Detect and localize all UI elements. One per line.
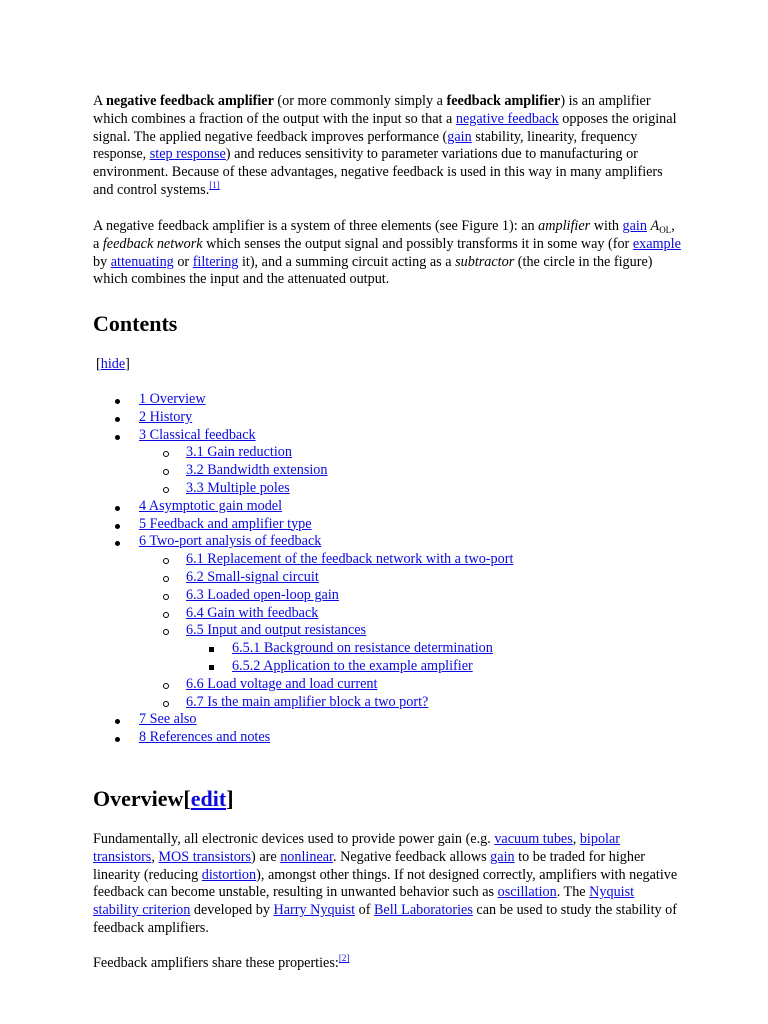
toc-bullet <box>115 719 120 724</box>
toc-item <box>232 658 473 676</box>
text: , <box>572 831 580 847</box>
toc-item <box>186 569 319 587</box>
reference-1-link[interactable]: [1] <box>209 179 220 190</box>
overview-heading <box>93 786 234 812</box>
toc-item <box>186 676 377 694</box>
toc-bullet <box>163 576 169 582</box>
properties-intro <box>93 955 683 973</box>
bracket: [ <box>96 356 101 372</box>
toc-item <box>139 711 197 729</box>
toc-link[interactable]: 1 Overview <box>139 391 206 407</box>
link-step-response[interactable]: step response <box>149 146 226 163</box>
toc-link[interactable]: 2 History <box>139 408 193 425</box>
toc-item <box>139 427 256 445</box>
toc-item <box>186 551 513 569</box>
text: Fundamentally, all electronic devices used to provide power gain (e.g. <box>93 831 495 847</box>
toc-bullet <box>163 451 169 457</box>
toc-item <box>186 622 366 640</box>
link-nonlinear[interactable]: nonlinear <box>280 848 333 865</box>
toc-bullet <box>209 665 214 670</box>
hide-toc-link[interactable]: hide <box>100 356 126 372</box>
text: or <box>173 253 193 270</box>
link-bell-laboratories[interactable]: Bell Laboratories <box>373 902 473 919</box>
text: of <box>355 902 374 919</box>
toc-item <box>186 480 290 498</box>
toc-bullet <box>163 558 169 564</box>
toc-bullet <box>163 487 169 493</box>
toc-item <box>139 516 312 534</box>
link-harry-nyquist[interactable]: Harry Nyquist <box>273 902 356 919</box>
bracket: ] <box>226 786 234 811</box>
toc-item <box>139 498 282 516</box>
toc-bullet <box>115 506 120 511</box>
text: ) and reduces sensitivity to parameter variations due to manufacturing or environment. Because of these advantages, negative feedback is used in this way in many amplifiers and control systems. <box>93 146 663 198</box>
toc-link[interactable]: 6.4 Gain with feedback <box>186 604 319 621</box>
toc-bullet <box>163 612 169 618</box>
text: opposes the original signal. The applied negative feedback improves performance ( <box>93 110 677 145</box>
toc-bullet <box>115 399 120 404</box>
text: to be traded for higher linearity (reducing <box>93 848 646 883</box>
section-title: Overview <box>93 786 184 811</box>
reference-2-link[interactable]: [2] <box>338 953 350 963</box>
toc-link[interactable]: 6.7 Is the main amplifier block a two port? <box>186 693 429 710</box>
toc-link[interactable]: 3.3 Multiple poles <box>186 480 290 496</box>
toc-link[interactable]: 7 See also <box>139 711 197 728</box>
link-negative-feedback[interactable]: negative feedback <box>455 110 559 127</box>
toc-item <box>186 444 292 462</box>
toc-link[interactable]: 3.1 Gain reduction <box>186 444 292 461</box>
link-attenuating[interactable]: attenuating <box>110 253 174 270</box>
toc-bullet <box>163 683 169 689</box>
toc-link[interactable]: 4 Asymptotic gain model <box>139 497 283 514</box>
toc-link[interactable]: 6.2 Small-signal circuit <box>186 569 319 585</box>
text: A <box>93 93 107 109</box>
text: A negative feedback amplifier is a system of three elements (see Figure 1): an <box>93 218 539 234</box>
toc-toggle <box>96 356 130 374</box>
text: Feedback amplifiers share these properties: <box>93 955 339 971</box>
edit-section-link[interactable]: edit <box>190 786 227 811</box>
overview-paragraph <box>93 831 683 938</box>
toc-item <box>186 605 318 623</box>
toc-bullet <box>163 594 169 600</box>
toc-bullet <box>163 469 169 475</box>
toc-link[interactable]: 6.6 Load voltage and load current <box>186 675 378 692</box>
italic-term: amplifier <box>538 218 591 234</box>
toc-link[interactable]: 6.5.1 Background on resistance determination <box>232 640 493 657</box>
toc-link[interactable]: 5 Feedback and amplifier type <box>139 515 312 532</box>
toc-link[interactable]: 6.1 Replacement of the feedback network with a two-port <box>186 551 514 568</box>
text: ), amongst other things. If not designed correctly, amplifiers with negative feedback can become unstable, resulting in unwanted behavior such as <box>93 866 678 901</box>
toc-link[interactable]: 6.3 Loaded open-loop gain <box>186 586 339 603</box>
math-subscript: OL <box>659 225 672 235</box>
text: ) is an amplifier which combines a fraction of the output with the input so that a <box>93 93 651 127</box>
bold-term: negative feedback amplifier <box>106 93 274 109</box>
text: can be used to study the stability of feedback amplifiers. <box>93 902 677 936</box>
link-gain[interactable]: gain <box>447 128 472 145</box>
link-oscillation[interactable]: oscillation <box>497 884 557 901</box>
text: . Negative feedback allows <box>332 848 491 865</box>
toc-bullet <box>115 524 120 529</box>
italic-term: subtractor <box>455 253 515 270</box>
text: . The <box>556 884 590 901</box>
text: , <box>151 848 159 865</box>
toc-item <box>186 694 428 712</box>
toc-bullet <box>163 629 169 635</box>
italic-term: feedback network <box>102 235 203 252</box>
toc-item <box>232 640 493 658</box>
text: it), and a summing circuit acting as a <box>238 253 456 270</box>
toc-item <box>139 391 206 409</box>
text: by <box>93 253 111 270</box>
text: ) are <box>251 848 281 865</box>
text: , a <box>93 218 675 252</box>
toc-link[interactable]: 8 References and notes <box>139 729 271 746</box>
toc-bullet <box>209 647 214 652</box>
text: stability, linearity, frequency response, <box>93 128 638 163</box>
toc-bullet <box>115 737 120 742</box>
toc-link[interactable]: 3.2 Bandwidth extension <box>186 462 328 479</box>
toc-bullet <box>115 417 120 422</box>
toc-item <box>139 533 321 551</box>
bracket: ] <box>125 356 130 372</box>
toc-item <box>186 587 339 605</box>
link-filtering[interactable]: filtering <box>192 253 239 270</box>
text: developed by <box>190 902 274 919</box>
link-mos-transistors[interactable]: MOS transistors <box>158 848 252 865</box>
link-vacuum-tubes[interactable]: vacuum tubes <box>494 831 573 847</box>
intro-paragraph <box>93 93 683 200</box>
toc-bullet <box>115 541 120 546</box>
toc-link[interactable]: 6.5.2 Application to the example amplifier <box>232 658 473 674</box>
link-bipolar-transistors[interactable]: bipolar transistors <box>93 831 621 865</box>
link-nyquist-stability-criterion[interactable]: Nyquist stability criterion <box>93 884 635 919</box>
toc-link[interactable]: 3 Classical feedback <box>139 426 256 443</box>
link-example[interactable]: example <box>632 235 681 252</box>
bracket: [ <box>183 786 191 811</box>
text: with <box>590 218 623 234</box>
toc-item <box>139 729 270 747</box>
bold-term: feedback amplifier <box>446 93 561 109</box>
link-gain[interactable]: gain <box>490 848 515 865</box>
link-distortion[interactable]: distortion <box>201 866 257 883</box>
text: which senses the output signal and possibly transforms it in some way (for <box>202 235 633 252</box>
toc-link[interactable]: 6.5 Input and output resistances <box>186 622 367 639</box>
toc-item <box>186 462 327 480</box>
toc-item <box>139 409 192 427</box>
contents-heading: Contents <box>93 311 178 336</box>
text: (the circle in the figure) which combines the input and the attenuated output. <box>93 253 653 288</box>
math-symbol: A <box>650 218 660 234</box>
link-gain[interactable]: gain <box>622 218 647 234</box>
toc-link[interactable]: 6 Two-port analysis of feedback <box>139 533 322 550</box>
system-paragraph <box>93 218 683 289</box>
text: (or more commonly simply a <box>273 93 447 109</box>
toc-bullet <box>163 701 169 707</box>
toc-bullet <box>115 435 120 440</box>
